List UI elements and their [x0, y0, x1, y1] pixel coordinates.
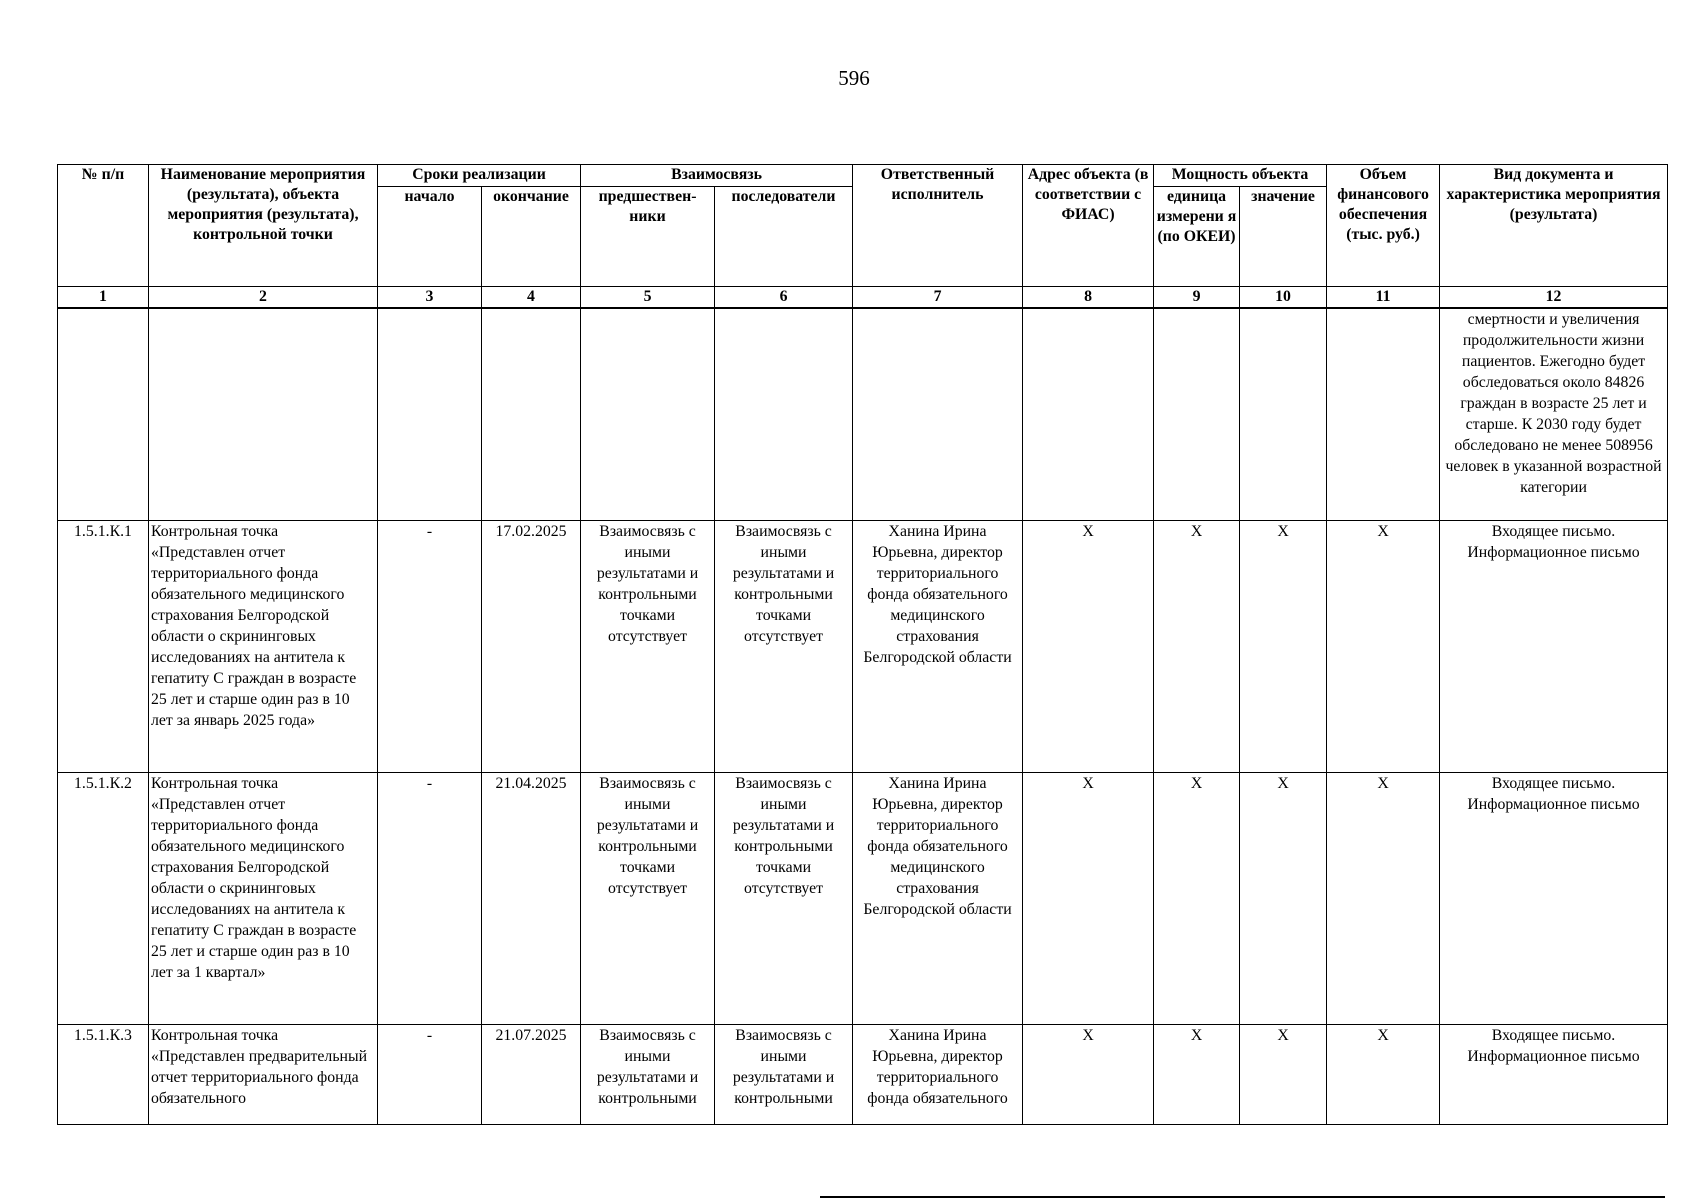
row-name: Контрольная точка «Представлен отчет территориального фонда обязательного медицинского страхования Белгородской области о скрининговых исследованиях на антитела к гепатиту С граждан в возрасте 25 лет и старше один раз в 10 лет за январь 2025 года»	[149, 520, 378, 772]
column-number: 1	[58, 287, 149, 309]
header-predecessors: предшествен-ники	[581, 187, 715, 287]
page-number: 596	[838, 66, 870, 90]
row-predecessors: Взаимосвязь с иными результатами и контрольными точками отсутствует	[581, 772, 715, 1024]
header-relation: Взаимосвязь	[581, 165, 853, 187]
row-value: X	[1240, 520, 1327, 772]
row-name: Контрольная точка «Представлен предварительный отчет территориального фонда обязательного	[149, 1024, 378, 1124]
row-value: X	[1240, 1024, 1327, 1124]
table-row	[58, 1024, 1668, 1124]
row-finance: X	[1327, 1024, 1440, 1124]
column-number: 6	[715, 287, 853, 309]
row-finance: X	[1327, 520, 1440, 772]
empty-cell	[1327, 308, 1440, 520]
header-num: № п/п	[58, 165, 149, 287]
empty-cell	[482, 308, 581, 520]
row-doctype: Входящее письмо. Информационное письмо	[1440, 772, 1668, 1024]
column-number: 4	[482, 287, 581, 309]
column-number: 8	[1023, 287, 1154, 309]
row-predecessors: Взаимосвязь с иными результатами и контрольными точками отсутствует	[581, 520, 715, 772]
row-start: -	[378, 772, 482, 1024]
header-start: начало	[378, 187, 482, 287]
column-number: 12	[1440, 287, 1668, 309]
row-successors: Взаимосвязь с иными результатами и контрольными	[715, 1024, 853, 1124]
empty-cell	[853, 308, 1023, 520]
table-row	[58, 772, 1668, 1024]
column-numbers-row	[58, 287, 1668, 309]
column-number: 5	[581, 287, 715, 309]
table-row	[58, 520, 1668, 772]
row-name: Контрольная точка «Представлен отчет территориального фонда обязательного медицинского страхования Белгородской области о скрининговых исследованиях на антитела к гепатиту С граждан в возрасте 25 лет и старше один раз в 10 лет за 1 квартал»	[149, 772, 378, 1024]
row-end: 17.02.2025	[482, 520, 581, 772]
column-number: 10	[1240, 287, 1327, 309]
header-name: Наименование мероприятия (результата), объекта мероприятия (результата), контрольной точки	[149, 165, 378, 287]
header-row-top	[58, 165, 1668, 187]
header-capacity: Мощность объекта	[1154, 165, 1327, 187]
row-start: -	[378, 520, 482, 772]
row-num: 1.5.1.К.3	[58, 1024, 149, 1124]
plan-table	[57, 164, 1668, 1125]
empty-cell	[1023, 308, 1154, 520]
row-num: 1.5.1.К.1	[58, 520, 149, 772]
header-terms: Сроки реализации	[378, 165, 581, 187]
row-address: X	[1023, 520, 1154, 772]
row-doctype: Входящее письмо. Информационное письмо	[1440, 1024, 1668, 1124]
row-unit: X	[1154, 1024, 1240, 1124]
row-predecessors: Взаимосвязь с иными результатами и контрольными	[581, 1024, 715, 1124]
column-number: 3	[378, 287, 482, 309]
header-unit: единица измерени я (по ОКЕИ)	[1154, 187, 1240, 287]
header-finance: Объем финансового обеспечения (тыс. руб.)	[1327, 165, 1440, 287]
row-responsible: Ханина Ирина Юрьевна, директор территориального фонда обязательного медицинского страхования Белгородской области	[853, 520, 1023, 772]
row-num: 1.5.1.К.2	[58, 772, 149, 1024]
row-finance: X	[1327, 772, 1440, 1024]
row-value: X	[1240, 772, 1327, 1024]
page-bottom-rule	[820, 1196, 1665, 1198]
empty-cell	[581, 308, 715, 520]
column-number: 2	[149, 287, 378, 309]
row-responsible: Ханина Ирина Юрьевна, директор территориального фонда обязательного	[853, 1024, 1023, 1124]
row-unit: X	[1154, 520, 1240, 772]
row-successors: Взаимосвязь с иными результатами и контрольными точками отсутствует	[715, 520, 853, 772]
empty-cell	[1240, 308, 1327, 520]
row-address: X	[1023, 772, 1154, 1024]
header-responsible: Ответственный исполнитель	[853, 165, 1023, 287]
row-end: 21.07.2025	[482, 1024, 581, 1124]
column-number: 9	[1154, 287, 1240, 309]
row-start: -	[378, 1024, 482, 1124]
row-successors: Взаимосвязь с иными результатами и контрольными точками отсутствует	[715, 772, 853, 1024]
row-end: 21.04.2025	[482, 772, 581, 1024]
row-unit: X	[1154, 772, 1240, 1024]
row-doctype: Входящее письмо. Информационное письмо	[1440, 520, 1668, 772]
column-number: 7	[853, 287, 1023, 309]
header-end: окончание	[482, 187, 581, 287]
continuation-doctype: смертности и увеличения продолжительности жизни пациентов. Ежегодно будет обследоваться около 84826 граждан в возрасте 25 лет и старше. К 2030 году будет обследовано не менее 508956 человек в указанной возрастной категории	[1440, 308, 1668, 520]
empty-cell	[1154, 308, 1240, 520]
continuation-row	[58, 308, 1668, 520]
header-successors: последователи	[715, 187, 853, 287]
header-value: значение	[1240, 187, 1327, 287]
row-address: X	[1023, 1024, 1154, 1124]
empty-cell	[378, 308, 482, 520]
empty-cell	[149, 308, 378, 520]
column-number: 11	[1327, 287, 1440, 309]
header-doctype: Вид документа и характеристика мероприятия (результата)	[1440, 165, 1668, 287]
empty-cell	[715, 308, 853, 520]
header-address: Адрес объекта (в соответствии с ФИАС)	[1023, 165, 1154, 287]
row-responsible: Ханина Ирина Юрьевна, директор территориального фонда обязательного медицинского страхования Белгородской области	[853, 772, 1023, 1024]
empty-cell	[58, 308, 149, 520]
